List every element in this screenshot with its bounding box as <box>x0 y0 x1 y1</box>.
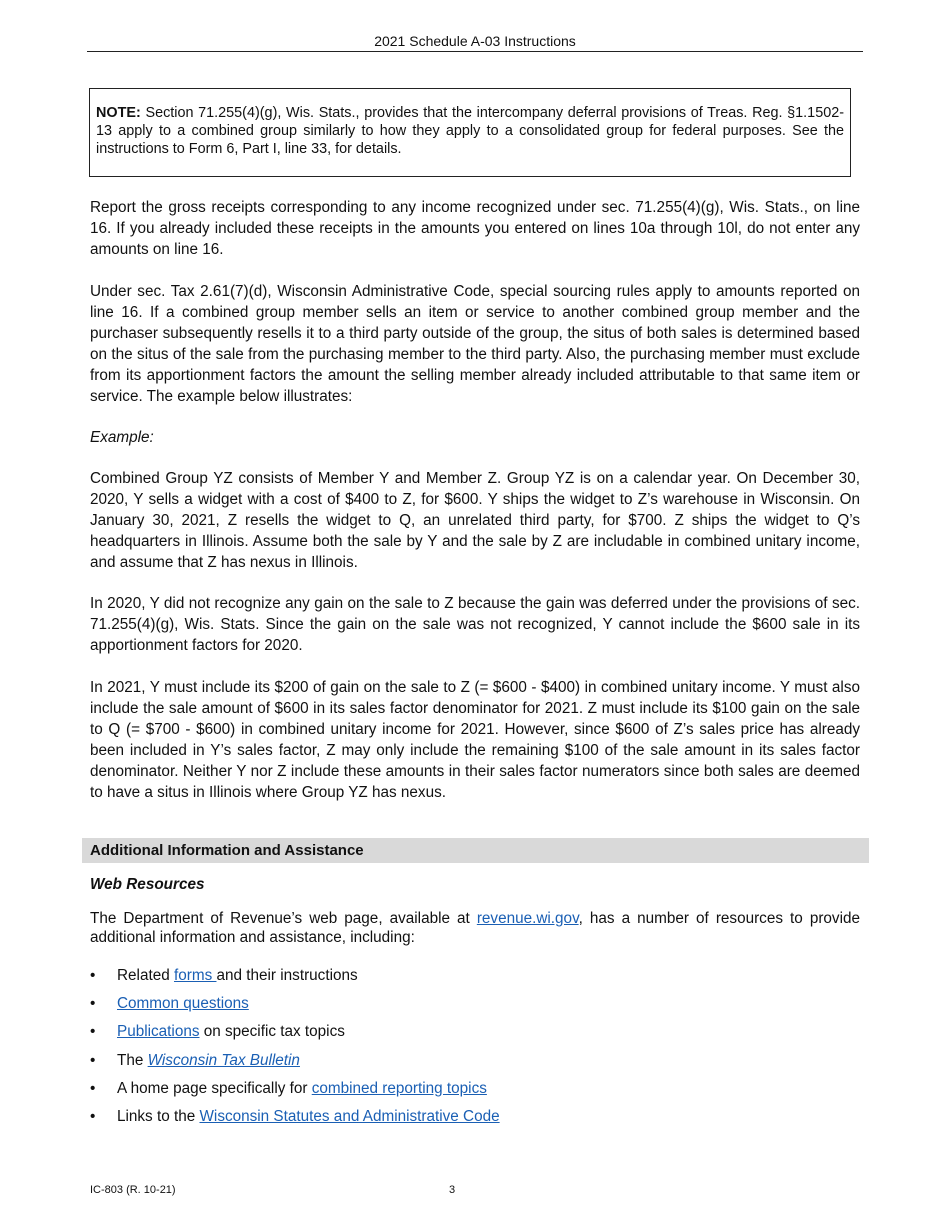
list-item-text: Related <box>117 967 174 984</box>
list-item <box>90 1078 860 1106</box>
paragraph-2020: In 2020, Y did not recognize any gain on the sale to Z because the gain was deferred under the provisions of sec. 71.255(4)(g), Wis. Stats. Since the gain on the sale was not recognized, Y cannot include the $600 sale in its apportionment factors for 2020. <box>90 595 860 654</box>
bullet-icon: • <box>90 967 96 984</box>
paragraph-gross-receipts: Report the gross receipts corresponding to any income recognized under sec. 71.255(4)(g), Wis. Stats., on line 16. If you already included these receipts in the amounts you entered on lines 10a through 10l, do not enter any amounts on line 16. <box>90 199 860 258</box>
list-item-text: on specific tax topics <box>199 1023 345 1041</box>
paragraph-sourcing-rules: Under sec. Tax 2.61(7)(d), Wisconsin Administrative Code, special sourcing rules apply to amounts reported on line 16. If a combined group member sells an item or service to another combined group member and the purchaser subsequently resells it to a third party outside of the group, the situs of both sales is determined based on the situs of the sale from the purchasing member to the third party. Also, the purchasing member must exclude from its apportionment factors the amount the selling member already included attributable to that same item or service. The example below illustrates: <box>90 283 860 405</box>
combined-reporting-link[interactable]: combined reporting topics <box>311 1079 487 1097</box>
list-item-text: and their instructions <box>216 967 358 984</box>
note-label: NOTE: <box>96 105 141 121</box>
paragraph-example-facts: Combined Group YZ consists of Member Y and Member Z. Group YZ is on a calendar year. On December 30, 2020, Y sells a widget with a cost of $400 to Z, for $600. Y ships the widget to Z’s warehouse in Wisconsin. On January 30, 2021, Z resells the widget to Q, an unrelated third party, for $700. Z ships the widget to Q’s headquarters in Illinois. Assume both the sale by Y and the sale by Z are includable in combined unitary income, and assume that Z has nexus in Illinois. <box>90 470 860 571</box>
list-item <box>90 1106 860 1134</box>
web-resources-heading: Web Resources <box>90 876 205 893</box>
example-label: Example: <box>90 429 154 446</box>
footer-form-id: IC-803 (R. 10-21) <box>90 1184 176 1196</box>
forms-link[interactable]: forms <box>173 967 217 984</box>
revenue-website-link[interactable]: revenue.wi.gov <box>476 910 579 927</box>
intro-text-after: , has a number of resources to provide additional information and assistance, including: <box>90 910 860 946</box>
list-item <box>90 965 860 993</box>
bullet-icon: • <box>90 1107 96 1125</box>
list-item-text: Links to the <box>117 1107 200 1125</box>
statutes-link[interactable]: Wisconsin Statutes and Administrative Code <box>199 1107 500 1125</box>
section-header-bar <box>82 838 869 863</box>
page-header-title: 2021 Schedule A-03 Instructions <box>374 33 576 49</box>
list-item-text: The <box>117 1051 148 1069</box>
resource-list <box>90 965 860 1134</box>
note-text: Section 71.255(4)(g), Wis. Stats., provides that the intercompany deferral provisions of Treas. Reg. §1.1502-13 apply to a combined group similarly to how they apply to a consolidated group for federal purposes. See the instructions to Form 6, Part I, line 33, for details. <box>96 105 844 158</box>
bullet-icon: • <box>90 1079 96 1097</box>
list-item <box>90 1021 860 1049</box>
bullet-icon: • <box>90 1023 96 1041</box>
bullet-icon: • <box>90 1051 96 1069</box>
section-title: Additional Information and Assistance <box>90 842 364 859</box>
list-item-text: A home page specifically for <box>117 1079 312 1097</box>
bullet-icon: • <box>90 995 96 1013</box>
paragraph-2021: In 2021, Y must include its $200 of gain on the sale to Z (= $600 - $400) in combined unitary income. Y must also include the sale amount of $600 in its sales factor denominator for 2021. Z must include its $100 gain on the sale to Q (= $700 - $600) in combined unitary income for 2021. However, since $600 of Z’s sales price has already been included in Y’s sales factor, Z may only include the remaining $100 of the sale amount in its sales factor denominator. Neither Y nor Z include these amounts in their sales factor numerators since both sales are deemed to have a situs in Illinois where Group YZ has nexus. <box>90 679 860 801</box>
common-questions-link[interactable]: Common questions <box>117 995 249 1013</box>
web-resources-intro <box>90 910 860 947</box>
list-item <box>90 993 860 1021</box>
footer-page-number: 3 <box>449 1184 456 1196</box>
page-header <box>87 32 863 52</box>
note-box <box>89 88 851 177</box>
list-item <box>90 1050 860 1078</box>
tax-bulletin-link[interactable]: Wisconsin Tax Bulletin <box>147 1051 300 1069</box>
publications-link[interactable]: Publications <box>117 1023 200 1041</box>
intro-text-before: The Department of Revenue’s web page, available at <box>90 910 477 927</box>
